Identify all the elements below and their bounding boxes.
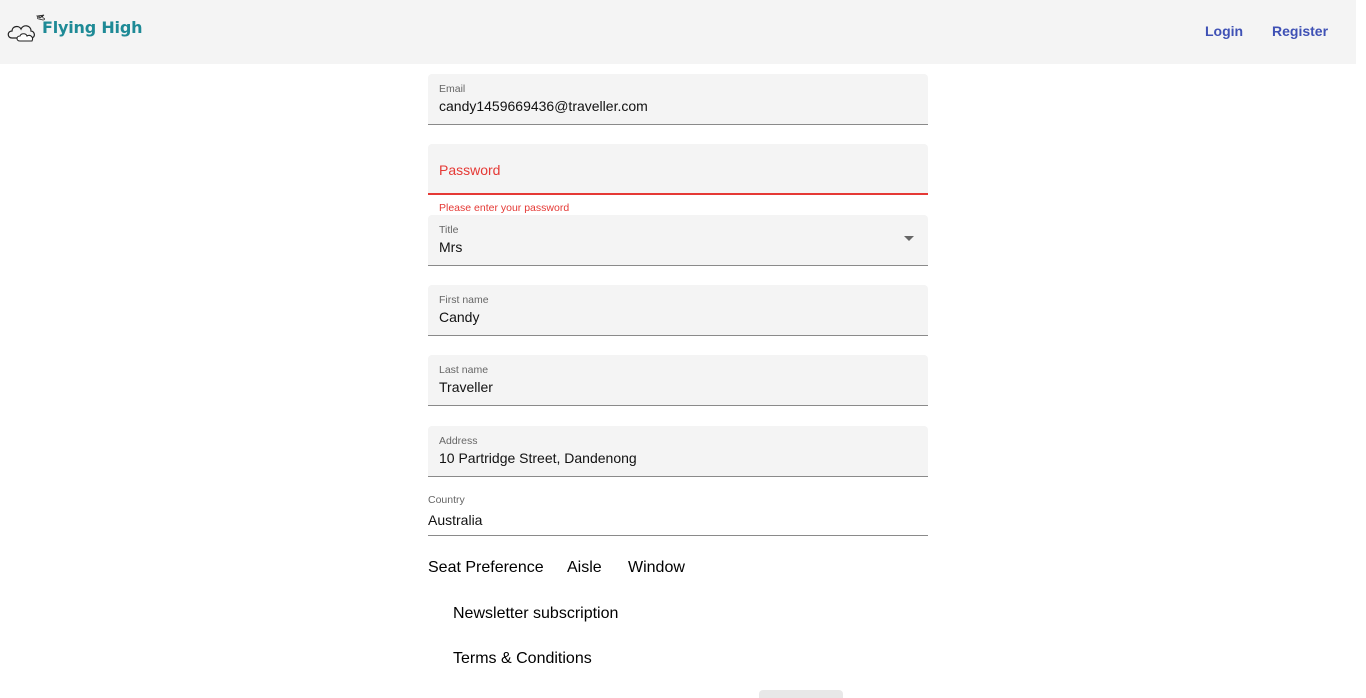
newsletter-checkbox-label[interactable]: Newsletter subscription: [453, 605, 619, 622]
logo-text: Flying High: [42, 18, 143, 37]
submit-button[interactable]: [759, 690, 843, 698]
terms-checkbox-label[interactable]: Terms & Conditions: [453, 650, 592, 667]
password-placeholder: Password: [439, 162, 501, 178]
seat-option-aisle[interactable]: Aisle: [567, 559, 602, 576]
email-value: candy1459669436@traveller.com: [439, 98, 648, 114]
address-value: 10 Partridge Street, Dandenong: [439, 450, 637, 466]
last-name-value: Traveller: [439, 379, 493, 395]
password-error-message: Please enter your password: [439, 202, 570, 214]
email-field[interactable]: [428, 74, 928, 125]
register-link[interactable]: Register: [1272, 23, 1329, 39]
email-label: Email: [439, 83, 466, 95]
dropdown-arrow-icon: [904, 236, 914, 241]
title-value: Mrs: [439, 239, 463, 255]
address-label: Address: [439, 435, 478, 447]
login-link[interactable]: Login: [1205, 23, 1244, 39]
last-name-label: Last name: [439, 364, 489, 376]
first-name-value: Candy: [439, 309, 480, 325]
first-name-label: First name: [439, 294, 489, 306]
last-name-field[interactable]: [428, 355, 928, 406]
cloud-plane-icon: [6, 10, 46, 44]
country-value: Australia: [428, 512, 483, 528]
seat-option-window[interactable]: Window: [628, 559, 685, 576]
title-select[interactable]: [428, 215, 928, 266]
country-label: Country: [428, 494, 465, 506]
password-field[interactable]: [428, 144, 928, 195]
first-name-field[interactable]: [428, 285, 928, 336]
top-navbar: [0, 0, 1356, 64]
seat-preference-label: Seat Preference: [428, 559, 544, 576]
country-field[interactable]: [428, 492, 928, 536]
address-field[interactable]: [428, 426, 928, 477]
logo[interactable]: [6, 10, 146, 44]
title-label: Title: [439, 224, 459, 236]
